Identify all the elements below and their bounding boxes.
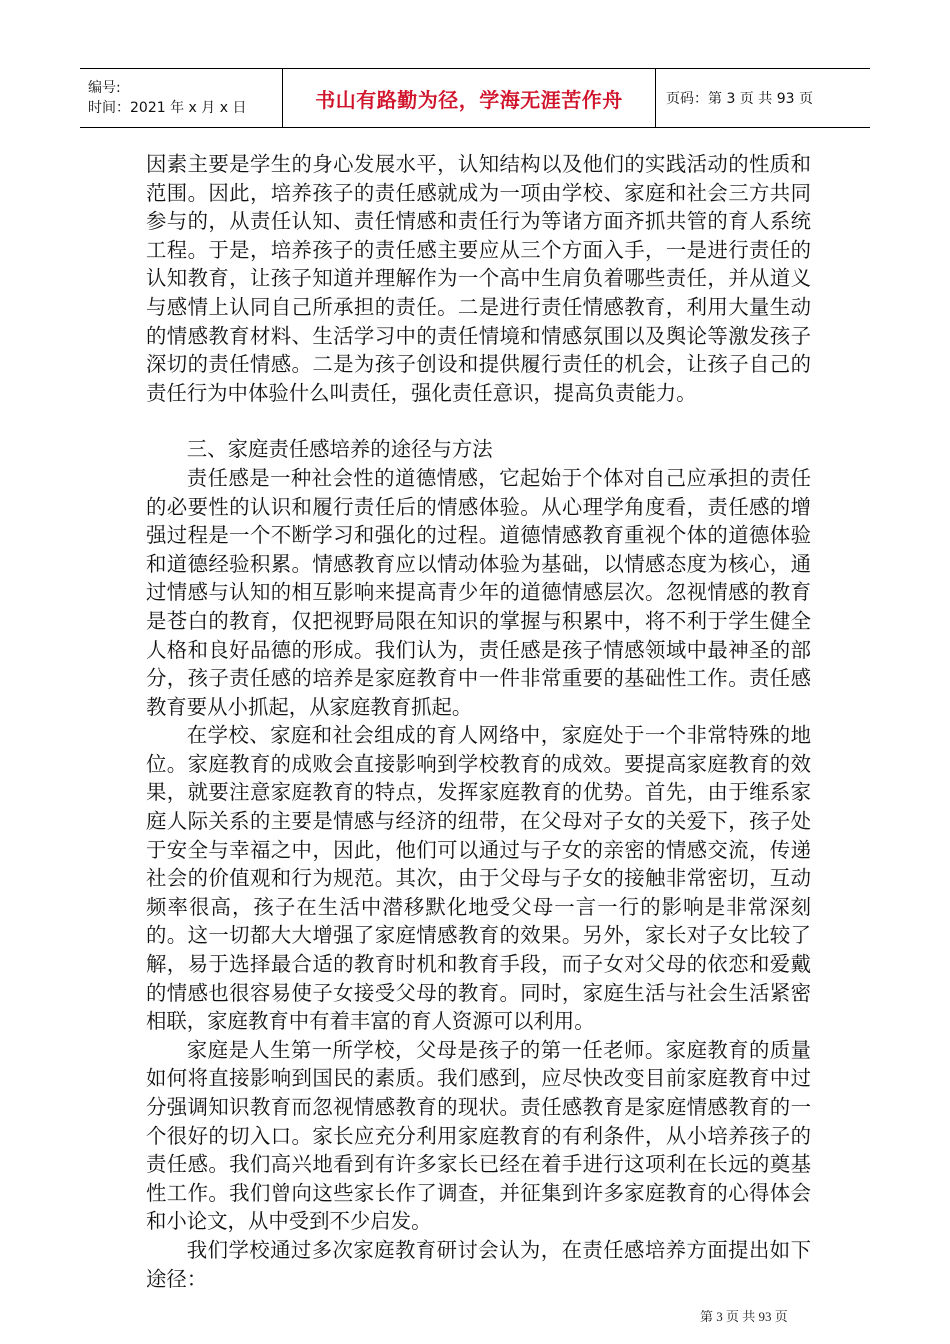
header-page-number: 页码：第 3 页 共 93 页: [666, 91, 813, 107]
footer-page-number: 第 3 页 共 93 页: [700, 1309, 788, 1324]
paragraph-gap: [146, 407, 811, 435]
header-motto: 书山有路勤为径，学海无涯苦作舟: [315, 87, 623, 112]
document-code-label: 编号:: [88, 80, 121, 96]
page-header: [80, 68, 870, 128]
header-page-info: [656, 69, 870, 127]
body-paragraph-5: 我们学校通过多次家庭教育研讨会认为，在责任感培养方面提出如下途径：: [146, 1237, 811, 1291]
body-paragraph-1: 因素主要是学生的身心发展水平，认知结构以及他们的实践活动的性质和范围。因此，培养孩子的责任感就成为一项由学校、家庭和社会三方共同参与的，从责任认知、责任情感和责任行为等诸方面齐抓共管的育人系统工程。于是，培养孩子的责任感主要应从三个方面入手，一是进行责任的认知教育，让孩子知道并理解作为一个高中生肩负着哪些责任，并从道义与感情上认同自己所承担的责任。二是进行责任情感教育，利用大量生动的情感教育材料、生活学习中的责任情境和情感氛围以及舆论等激发孩子深切的责任情感。二是为孩子创设和提供履行责任的机会，让孩子自己的责任行为中体验什么叫责任，强化责任意识，提高负责能力。: [146, 152, 811, 405]
body-paragraph-3: 在学校、家庭和社会组成的育人网络中，家庭处于一个非常特殊的地位。家庭教育的成败会直接影响到学校教育的成效。要提高家庭教育的效果，就要注意家庭教育的特点，发挥家庭教育的优势。首先，由于维系家庭人际关系的主要是情感与经济的纽带，在父母对子女的关爱下，孩子处于安全与幸福之中，因此，他们可以通过与子女的亲密的情感交流，传递社会的价值观和行为规范。其次，由于父母与子女的接触非常密切，互动频率很高，孩子在生活中潜移默化地受父母一言一行的影响是非常深刻的。这一切都大大增强了家庭情感教育的效果。另外，家长对子女比较了解，易于选择最合适的教育时机和教育手段，而子女对父母的依恋和爱戴的情感也很容易使子女接受父母的教育。同时，家庭生活与社会生活紧密相联，家庭教育中有着丰富的育人资源可以利用。: [146, 723, 811, 1034]
document-body: [146, 150, 811, 1293]
body-paragraph-4: 家庭是人生第一所学校，父母是孩子的第一任老师。家庭教育的质量如何将直接影响到国民的素质。我们感到，应尽快改变目前家庭教育中过分强调知识教育而忽视情感教育的现状。责任感教育是家庭情感教育的一个很好的切入口。家长应充分利用家庭教育的有利条件，从小培养孩子的责任感。我们高兴地看到有许多家长已经在着手进行这项利在长远的奠基性工作。我们曾向这些家长作了调查，并征集到许多家庭教育的心得体会和小论文，从中受到不少启发。: [146, 1037, 811, 1234]
page-footer: [700, 1306, 788, 1325]
body-paragraph-2: 责任感是一种社会性的道德情感，它起始于个体对自己应承担的责任的必要性的认识和履行责任后的情感体验。从心理学角度看，责任感的增强过程是一个不断学习和强化的过程。道德情感教育重视个体的道德体验和道德经验积累。情感教育应以情动体验为基础，以情感态度为核心，通过情感与认知的相互影响来提高青少年的道德情感层次。忽视情感的教育是苍白的教育，仅把视野局限在知识的掌握与积累中，将不利于学生健全人格和良好品德的形成。我们认为，责任感是孩子情感领域中最神圣的部分，孩子责任感的培养是家庭教育中一件非常重要的基础性工作。责任感教育要从小抓起，从家庭教育抓起。: [146, 465, 811, 719]
section-heading: 三、家庭责任感培养的途径与方法: [186, 437, 493, 462]
document-date: 时间：2021 年 x 月 x 日: [88, 100, 247, 116]
header-meta: [80, 69, 283, 127]
header-motto-cell: [283, 69, 656, 127]
